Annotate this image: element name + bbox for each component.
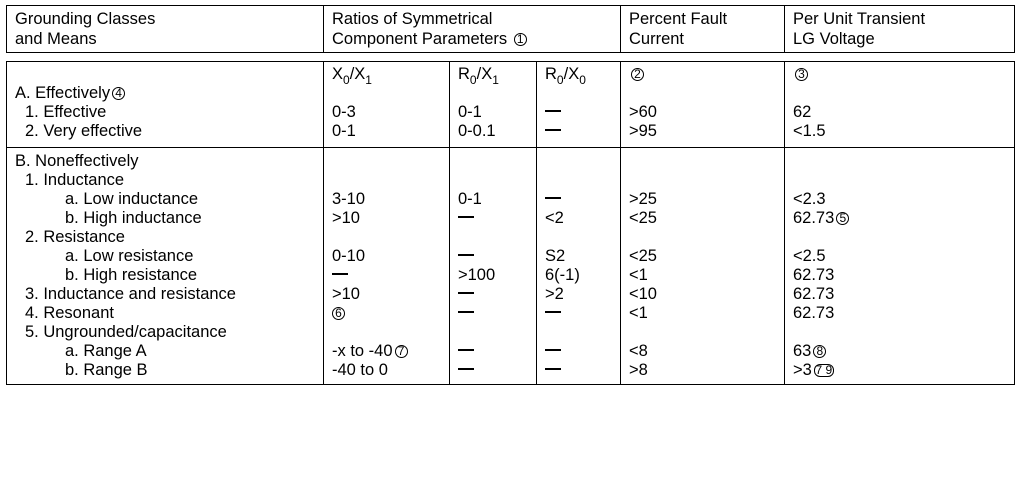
- footnote-marker: 2: [631, 68, 644, 81]
- sym-sub: 0: [579, 73, 586, 87]
- cell-r0x0: [537, 361, 621, 385]
- cell-r0x0: [537, 103, 621, 122]
- cell-r0x1: [450, 228, 537, 247]
- dash-mark: [458, 292, 474, 294]
- cell-volt: <2.3: [785, 190, 1015, 209]
- grounding-classes-table: [6, 5, 1015, 385]
- sym: /X: [476, 65, 493, 83]
- header-col2-line1: Ratios of Symmetrical: [332, 10, 493, 28]
- cell-fault: >8: [621, 361, 785, 385]
- x0x1-value: -x to -40: [332, 342, 393, 360]
- section-a-title: [7, 62, 324, 104]
- row-label: b. High inductance: [7, 209, 324, 228]
- dash-mark: [545, 349, 561, 351]
- header-col2-line2: Component Parameters: [332, 29, 508, 48]
- subheader-volt: [785, 62, 1015, 104]
- row-label: 4. Resonant: [7, 304, 324, 323]
- cell-volt: 62.73: [785, 304, 1015, 323]
- cell-fault: [621, 323, 785, 342]
- header-grounding-classes: [7, 6, 324, 53]
- cell-volt: [785, 361, 1015, 385]
- subheader-r0x1: [450, 62, 537, 104]
- cell-r0x1: [450, 171, 537, 190]
- sym-sub: 0: [469, 73, 477, 87]
- row-label: a. Range A: [7, 342, 324, 361]
- header-percent-fault: [621, 6, 785, 53]
- cell-fault: <25: [621, 209, 785, 228]
- row-label: 1. Effective: [7, 103, 324, 122]
- sym-sub: 0: [343, 73, 350, 87]
- cell-r0x1: [450, 304, 537, 323]
- table-row: [7, 247, 1015, 266]
- cell-r0x1: [450, 342, 537, 361]
- cell-x0x1: 0-10: [324, 247, 450, 266]
- cell-x0x1: [324, 342, 450, 361]
- sym: R: [458, 65, 470, 83]
- cell-r0x0: <2: [537, 209, 621, 228]
- volt-value: >3: [793, 361, 812, 379]
- cell-volt: [785, 148, 1015, 172]
- cell-r0x1: [450, 209, 537, 228]
- dash-mark: [458, 216, 474, 218]
- footnote-marker: 7 9: [815, 363, 833, 377]
- dash-mark: [332, 273, 348, 275]
- cell-r0x0: [537, 190, 621, 209]
- dash-mark: [545, 368, 561, 370]
- cell-r0x0: [537, 323, 621, 342]
- row-label: 1. Inductance: [7, 171, 324, 190]
- cell-fault: <25: [621, 247, 785, 266]
- dash-mark: [545, 311, 561, 313]
- cell-r0x0: [537, 228, 621, 247]
- cell-x0x1: 0-3: [324, 103, 450, 122]
- cell-x0x1: 3-10: [324, 190, 450, 209]
- cell-r0x1: [450, 323, 537, 342]
- table-row: [7, 190, 1015, 209]
- cell-x0x1: [324, 266, 450, 285]
- cell-r0x0: [537, 342, 621, 361]
- cell-x0x1: 0-1: [324, 122, 450, 148]
- subheader-row: [7, 62, 1015, 104]
- table-row: [7, 122, 1015, 148]
- cell-volt: [785, 323, 1015, 342]
- cell-fault: [621, 171, 785, 190]
- cell-x0x1: [324, 323, 450, 342]
- row-label: a. Low resistance: [7, 247, 324, 266]
- cell-fault: >25: [621, 190, 785, 209]
- header-col4-line1: Per Unit Transient: [793, 10, 926, 28]
- footnote-marker: 1: [514, 33, 527, 46]
- cell-x0x1: [324, 304, 450, 323]
- cell-fault: <1: [621, 266, 785, 285]
- table-row: [7, 209, 1015, 228]
- cell-fault: >95: [621, 122, 785, 148]
- cell-r0x1: [450, 148, 537, 172]
- table-row: [7, 266, 1015, 285]
- cell-volt: [785, 342, 1015, 361]
- cell-fault: <10: [621, 285, 785, 304]
- footnote-marker: 3: [795, 68, 808, 81]
- subheader-x0x1: [324, 62, 450, 104]
- table-row: [7, 103, 1015, 122]
- dash-mark: [545, 129, 561, 131]
- footnote-marker: 6: [332, 307, 345, 320]
- cell-volt: [785, 228, 1015, 247]
- sym-sub: 1: [492, 73, 499, 87]
- dash-mark: [458, 349, 474, 351]
- table-row: [7, 323, 1015, 342]
- subheader-fault: [621, 62, 785, 104]
- cell-r0x0: [537, 304, 621, 323]
- gap-cell: [7, 53, 1015, 62]
- table-row: [7, 148, 1015, 172]
- subheader-r0x0: [537, 62, 621, 104]
- table-row: [7, 285, 1015, 304]
- sym: X: [332, 65, 344, 83]
- cell-fault: <1: [621, 304, 785, 323]
- dash-mark: [458, 311, 474, 313]
- cell-r0x0: [537, 122, 621, 148]
- cell-x0x1: [324, 148, 450, 172]
- cell-x0x1: [324, 171, 450, 190]
- sym: /X: [349, 65, 366, 83]
- cell-r0x1: 0-1: [450, 190, 537, 209]
- cell-volt: <1.5: [785, 122, 1015, 148]
- header-row: [7, 6, 1015, 53]
- table-row: [7, 171, 1015, 190]
- row-label: a. Low inductance: [7, 190, 324, 209]
- sym-sub: 1: [365, 73, 372, 87]
- cell-volt: 62: [785, 103, 1015, 122]
- cell-volt: [785, 209, 1015, 228]
- cell-r0x0: >2: [537, 285, 621, 304]
- row-label: 2. Resistance: [7, 228, 324, 247]
- cell-r0x1: >100: [450, 266, 537, 285]
- sym-sub: 0: [556, 73, 564, 87]
- cell-x0x1: >10: [324, 285, 450, 304]
- cell-r0x0: [537, 148, 621, 172]
- volt-value: 63: [793, 342, 812, 360]
- gap-row: [7, 53, 1015, 62]
- cell-r0x1: 0-0.1: [450, 122, 537, 148]
- cell-volt: 62.73: [785, 285, 1015, 304]
- header-ratios: [324, 6, 621, 53]
- cell-volt: [785, 171, 1015, 190]
- header-col3-line2: Current: [629, 29, 685, 48]
- row-label: 3. Inductance and resistance: [7, 285, 324, 304]
- header-transient-voltage: [785, 6, 1015, 53]
- dash-mark: [545, 197, 561, 199]
- cell-volt: 62.73: [785, 266, 1015, 285]
- cell-fault: >60: [621, 103, 785, 122]
- cell-r0x1: [450, 285, 537, 304]
- header-col4-line2: LG Voltage: [793, 29, 875, 48]
- footnote-marker: 5: [836, 212, 849, 225]
- row-label: 2. Very effective: [7, 122, 324, 148]
- header-col3-line1: Percent Fault: [629, 10, 728, 28]
- sym: R: [545, 65, 557, 83]
- cell-r0x0: 6(-1): [537, 266, 621, 285]
- volt-value: 62.73: [793, 209, 835, 227]
- cell-fault: [621, 228, 785, 247]
- section-a-title-text: A. Effectively: [15, 84, 111, 102]
- row-label: 5. Ungrounded/capacitance: [7, 323, 324, 342]
- row-label: b. Range B: [7, 361, 324, 385]
- footnote-marker: 4: [112, 87, 125, 100]
- cell-x0x1: >10: [324, 209, 450, 228]
- table-row: [7, 228, 1015, 247]
- table-row: [7, 342, 1015, 361]
- row-label: b. High resistance: [7, 266, 324, 285]
- cell-fault: [621, 148, 785, 172]
- sym: /X: [563, 65, 580, 83]
- footnote-marker: 7: [395, 345, 408, 358]
- cell-x0x1: [324, 228, 450, 247]
- header-col1-line2: and Means: [15, 29, 97, 48]
- footnote-marker: 8: [813, 345, 826, 358]
- cell-r0x0: [537, 171, 621, 190]
- section-b-title: B. Noneffectively: [7, 148, 324, 172]
- cell-volt: <2.5: [785, 247, 1015, 266]
- table-row: [7, 361, 1015, 385]
- cell-r0x1: 0-1: [450, 103, 537, 122]
- dash-mark: [545, 110, 561, 112]
- header-col1-line1: Grounding Classes: [15, 10, 156, 28]
- cell-r0x1: [450, 361, 537, 385]
- cell-fault: <8: [621, 342, 785, 361]
- dash-mark: [458, 368, 474, 370]
- dash-mark: [458, 254, 474, 256]
- cell-x0x1: -40 to 0: [324, 361, 450, 385]
- table-row: [7, 304, 1015, 323]
- cell-r0x1: [450, 247, 537, 266]
- grounding-classes-table-wrap: [6, 5, 1014, 385]
- cell-r0x0: S2: [537, 247, 621, 266]
